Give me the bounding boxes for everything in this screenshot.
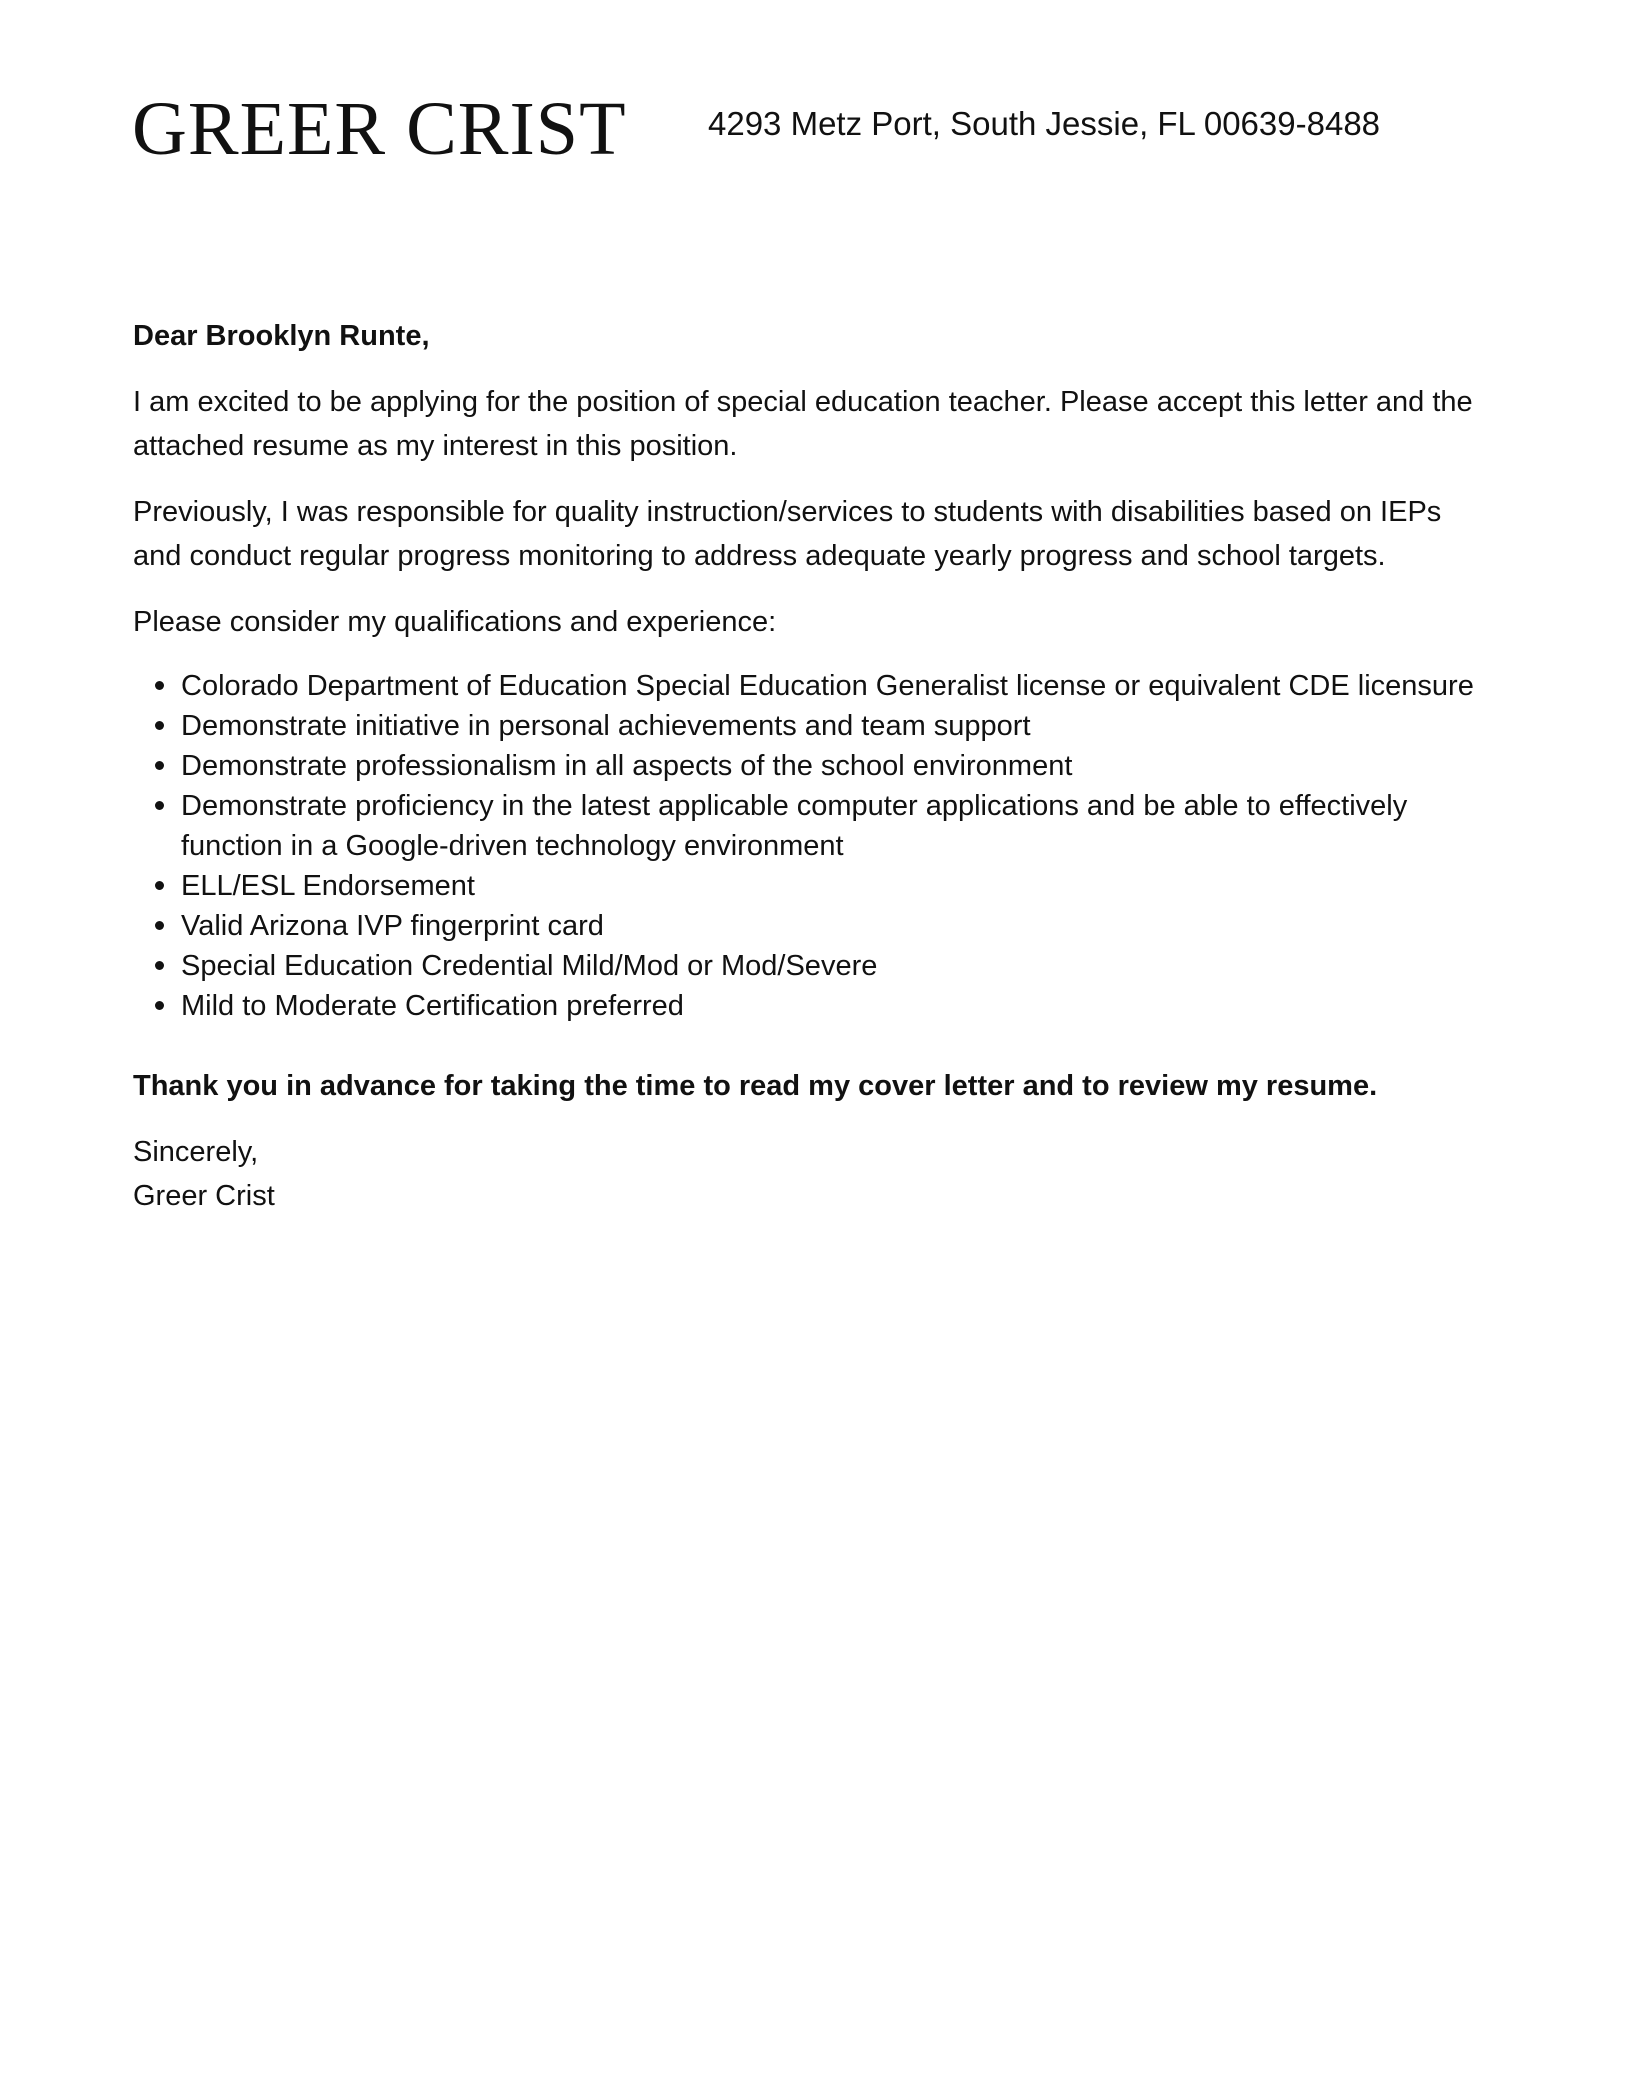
bullet-dot-icon: [155, 1001, 164, 1010]
closing-paragraph: Thank you in advance for taking the time to read my cover letter and to review my resume.: [133, 1070, 1378, 1102]
bullet-dot-icon: [155, 681, 164, 690]
list-item-text: Special Education Credential Mild/Mod or Mod/Severe: [181, 950, 878, 982]
list-item: [181, 906, 1488, 946]
bullet-dot-icon: [155, 921, 164, 930]
bullet-dot-icon: [155, 801, 164, 810]
list-item-text: Valid Arizona IVP fingerprint card: [181, 910, 604, 942]
letter-header: [132, 84, 1492, 174]
list-item-text: Demonstrate proficiency in the latest applicable computer applications and be able to effectively function in a Google-driven technology environment: [181, 790, 1408, 862]
list-item: [181, 986, 1488, 1026]
qualifications-list: [133, 666, 1488, 1026]
list-item: [181, 866, 1488, 906]
experience-paragraph: Previously, I was responsible for quality instruction/services to students with disabilities based on IEPs and conduct regular progress monitoring to address adequate yearly progress and school targets.: [133, 496, 1442, 572]
sender-name: GREER CRIST: [132, 87, 627, 171]
sender-address: 4293 Metz Port, South Jessie, FL 00639-8488: [708, 105, 1381, 142]
signoff-text: Sincerely,: [133, 1136, 259, 1168]
bullet-dot-icon: [155, 721, 164, 730]
list-item-text: Demonstrate initiative in personal achievements and team support: [181, 710, 1031, 742]
letter-greeting: Dear Brooklyn Runte,: [133, 320, 430, 352]
list-item: [181, 666, 1488, 706]
list-item: [181, 746, 1488, 786]
list-item-text: Colorado Department of Education Special Education Generalist license or equivalent CDE licensure: [181, 670, 1474, 702]
signature-name: Greer Crist: [133, 1180, 275, 1212]
qualifications-intro: Please consider my qualifications and experience:: [133, 606, 777, 638]
list-item: [181, 706, 1488, 746]
bullet-dot-icon: [155, 961, 164, 970]
bullet-dot-icon: [155, 881, 164, 890]
intro-paragraph: I am excited to be applying for the position of special education teacher. Please accept this letter and the attached resume as my interest in this position.: [133, 386, 1473, 462]
letter-body: [133, 314, 1488, 1218]
list-item: [181, 786, 1488, 866]
list-item: [181, 946, 1488, 986]
list-item-text: Mild to Moderate Certification preferred: [181, 990, 684, 1022]
list-item-text: Demonstrate professionalism in all aspects of the school environment: [181, 750, 1073, 782]
list-item-text: ELL/ESL Endorsement: [181, 870, 475, 902]
bullet-dot-icon: [155, 761, 164, 770]
